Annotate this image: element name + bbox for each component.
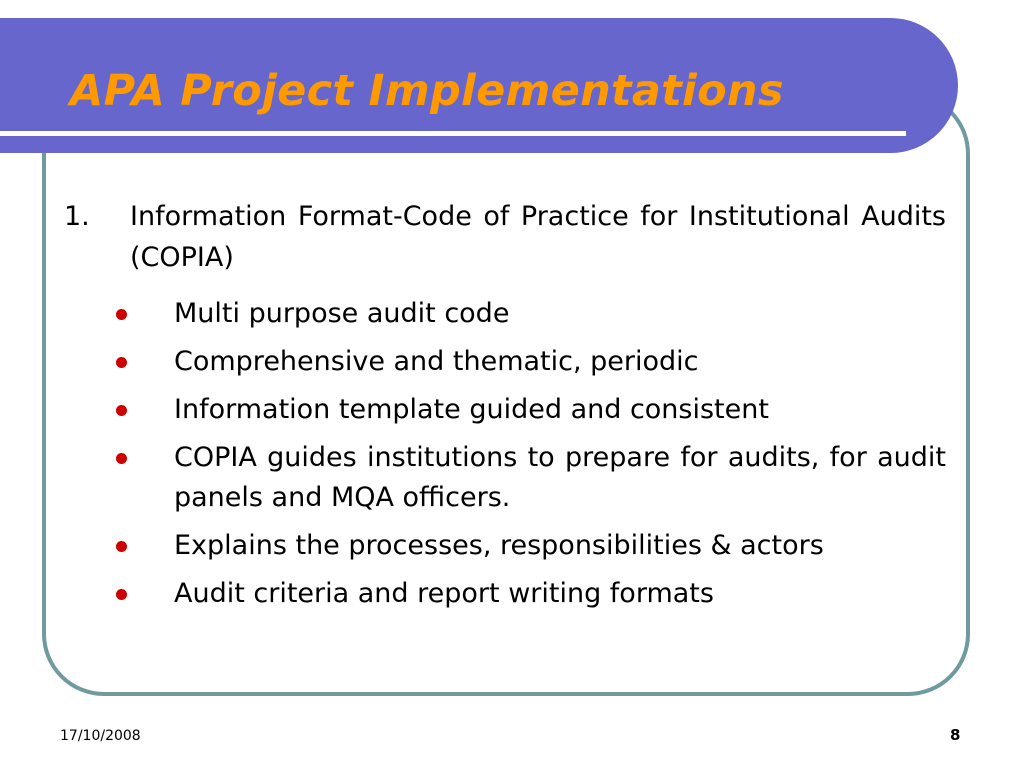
item-text: Information Format-Code of Practice for Institutional Audits (COPIA) [130, 201, 946, 273]
footer-date: 17/10/2008 [60, 728, 141, 744]
numbered-item [64, 196, 946, 278]
bullet-text: Multi purpose audit code [174, 298, 510, 329]
bullet-icon [116, 405, 127, 416]
bullet-text: COPIA guides institutions to prepare for audits, for audit panels and MQA officers. [174, 442, 946, 513]
bullet-item [110, 526, 946, 566]
bullet-text: Explains the processes, responsibilities & actors [174, 530, 824, 561]
title-underline [0, 131, 906, 136]
bullet-text: Comprehensive and thematic, periodic [174, 346, 699, 377]
bullet-icon [116, 357, 127, 368]
bullet-item [110, 390, 946, 430]
bullet-list [110, 294, 946, 622]
bullet-text: Audit criteria and report writing formats [174, 578, 714, 609]
bullet-item [110, 574, 946, 614]
slide-title: APA Project Implementations [70, 66, 784, 116]
page-number: 8 [950, 726, 961, 744]
bullet-item [110, 294, 946, 334]
bullet-icon [116, 453, 127, 464]
bullet-icon [116, 309, 127, 320]
item-number: 1. [64, 201, 90, 232]
bullet-item [110, 438, 946, 518]
bullet-icon [116, 541, 127, 552]
bullet-icon [116, 589, 127, 600]
bullet-item [110, 342, 946, 382]
bullet-text: Information template guided and consistent [174, 394, 769, 425]
